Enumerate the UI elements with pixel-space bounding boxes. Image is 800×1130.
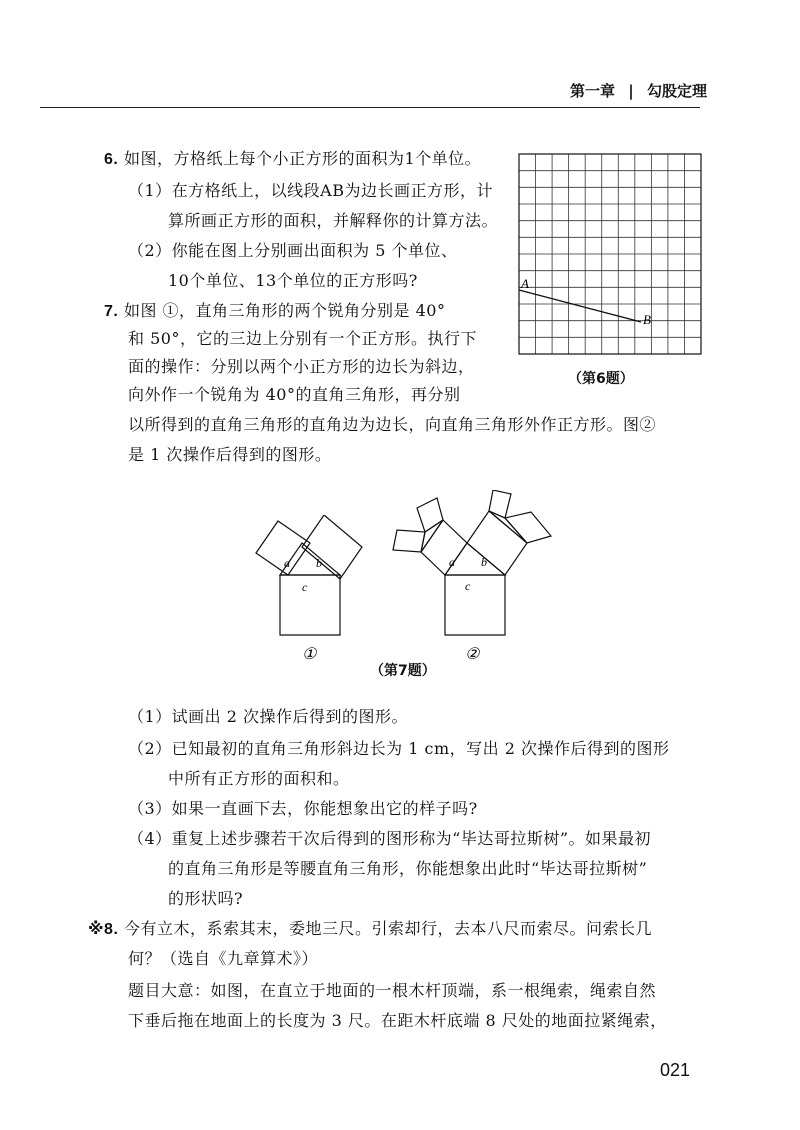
q7-sub2-line1: （2）已知最初的直角三角形斜边长为 1 cm，写出 2 次操作后得到的图形 <box>128 739 670 758</box>
point-b-label: B <box>643 312 651 327</box>
q7-line6: 是 1 次操作后得到的图形。 <box>128 445 332 464</box>
q8-stem: 今有立木，系索其末，委地三尺。引索却行，去本八尺而索尽。问索长几 <box>124 919 653 938</box>
q6-grid-figure <box>515 148 705 358</box>
q7-figure-2 <box>385 490 560 665</box>
q7-line5: 以所得到的直角三角形的直角边为边长，向直角三角形外作正方形。图② <box>128 415 657 434</box>
label-b: b <box>316 556 322 570</box>
q6-stem: 如图，方格纸上每个小正方形的面积为1个单位。 <box>123 149 482 168</box>
q6-part1-line2: 算所画正方形的面积，并解释你的计算方法。 <box>168 211 499 230</box>
q6-part2-line1: （2）你能在图上分别画出面积为 5 个单位、 <box>128 241 458 260</box>
q6-number: 6. <box>104 151 119 168</box>
q6-part1-line1: （1）在方格纸上，以线段AB为边长画正方形，计 <box>128 181 493 200</box>
label-a-2: a <box>449 555 455 569</box>
q8-line3: 题目大意：如图，在直立于地面的一根木杆顶端，系一根绳索，绳索自然 <box>128 981 657 1000</box>
grid-lines <box>519 154 701 354</box>
small-square-1 <box>393 530 425 552</box>
q8-line2: 何？（选自《九章算术》） <box>128 949 319 968</box>
small-square-4 <box>505 512 551 543</box>
q8-line1 <box>88 918 652 941</box>
q6-line1 <box>104 148 481 171</box>
page-number: 021 <box>660 1060 691 1080</box>
q8-number: ※8. <box>88 921 119 938</box>
q6-figure-caption: （第6题） <box>568 371 634 387</box>
label-c: c <box>302 580 308 594</box>
square-c-2 <box>445 575 505 635</box>
q7-sub4-line2: 的直角三角形是等腰直角三角形，你能想象出此时“毕达哥拉斯树” <box>168 859 648 878</box>
q7-figure-caption: （第7题） <box>370 663 436 679</box>
q7-line2: 和 50°，它的三边上分别有一个正方形。执行下 <box>128 329 477 348</box>
chapter-title: 勾股定理 <box>646 82 707 100</box>
q7-sub2-line2: 中所有正方形的面积和。 <box>168 769 350 788</box>
segment-ab <box>519 290 641 322</box>
label-c-2: c <box>465 579 471 593</box>
header-separator: | <box>628 82 634 100</box>
small-square-2 <box>417 498 443 532</box>
label-b-2: b <box>481 555 487 569</box>
header-rule <box>40 107 700 108</box>
q7-sub1: （1）试画出 2 次操作后得到的图形。 <box>128 707 409 726</box>
q7-sub3: （3）如果一直画下去，你能想象出它的样子吗? <box>128 799 478 818</box>
q7-sub4-line1: （4）重复上述步骤若干次后得到的图形称为“毕达哥拉斯树”。如果最初 <box>128 829 652 848</box>
chapter-label: 第一章 <box>570 82 616 100</box>
square-b-2 <box>467 511 527 575</box>
q6-part2-line2: 10个单位、13个单位的正方形吗? <box>168 271 418 290</box>
q7-line3: 面的操作：分别以两个小正方形的边长为斜边， <box>128 357 475 376</box>
small-tri-right <box>489 511 527 543</box>
q7-number: 7. <box>104 303 119 320</box>
q8-line4: 下垂后拖在地面上的长度为 3 尺。在距木杆底端 8 尺处的地面拉紧绳索， <box>128 1011 667 1030</box>
square-b <box>302 515 362 579</box>
square-a-2 <box>421 520 467 575</box>
chapter-header <box>570 80 707 101</box>
square-c <box>280 575 340 635</box>
figure-2-label: ② <box>465 646 480 663</box>
q7-line4: 向外作一个锐角为 40°的直角三角形，再分别 <box>128 385 461 404</box>
figure-1-label: ① <box>302 646 317 663</box>
q7-sub4-line3: 的形状吗? <box>168 889 244 908</box>
q7-stem-1: 如图 ①，直角三角形的两个锐角分别是 40° <box>123 301 446 320</box>
label-a: a <box>284 556 290 570</box>
q7-figure-1 <box>250 515 370 665</box>
q7-line1 <box>104 300 445 323</box>
square-a <box>256 521 310 575</box>
point-a-label: A <box>521 276 529 291</box>
